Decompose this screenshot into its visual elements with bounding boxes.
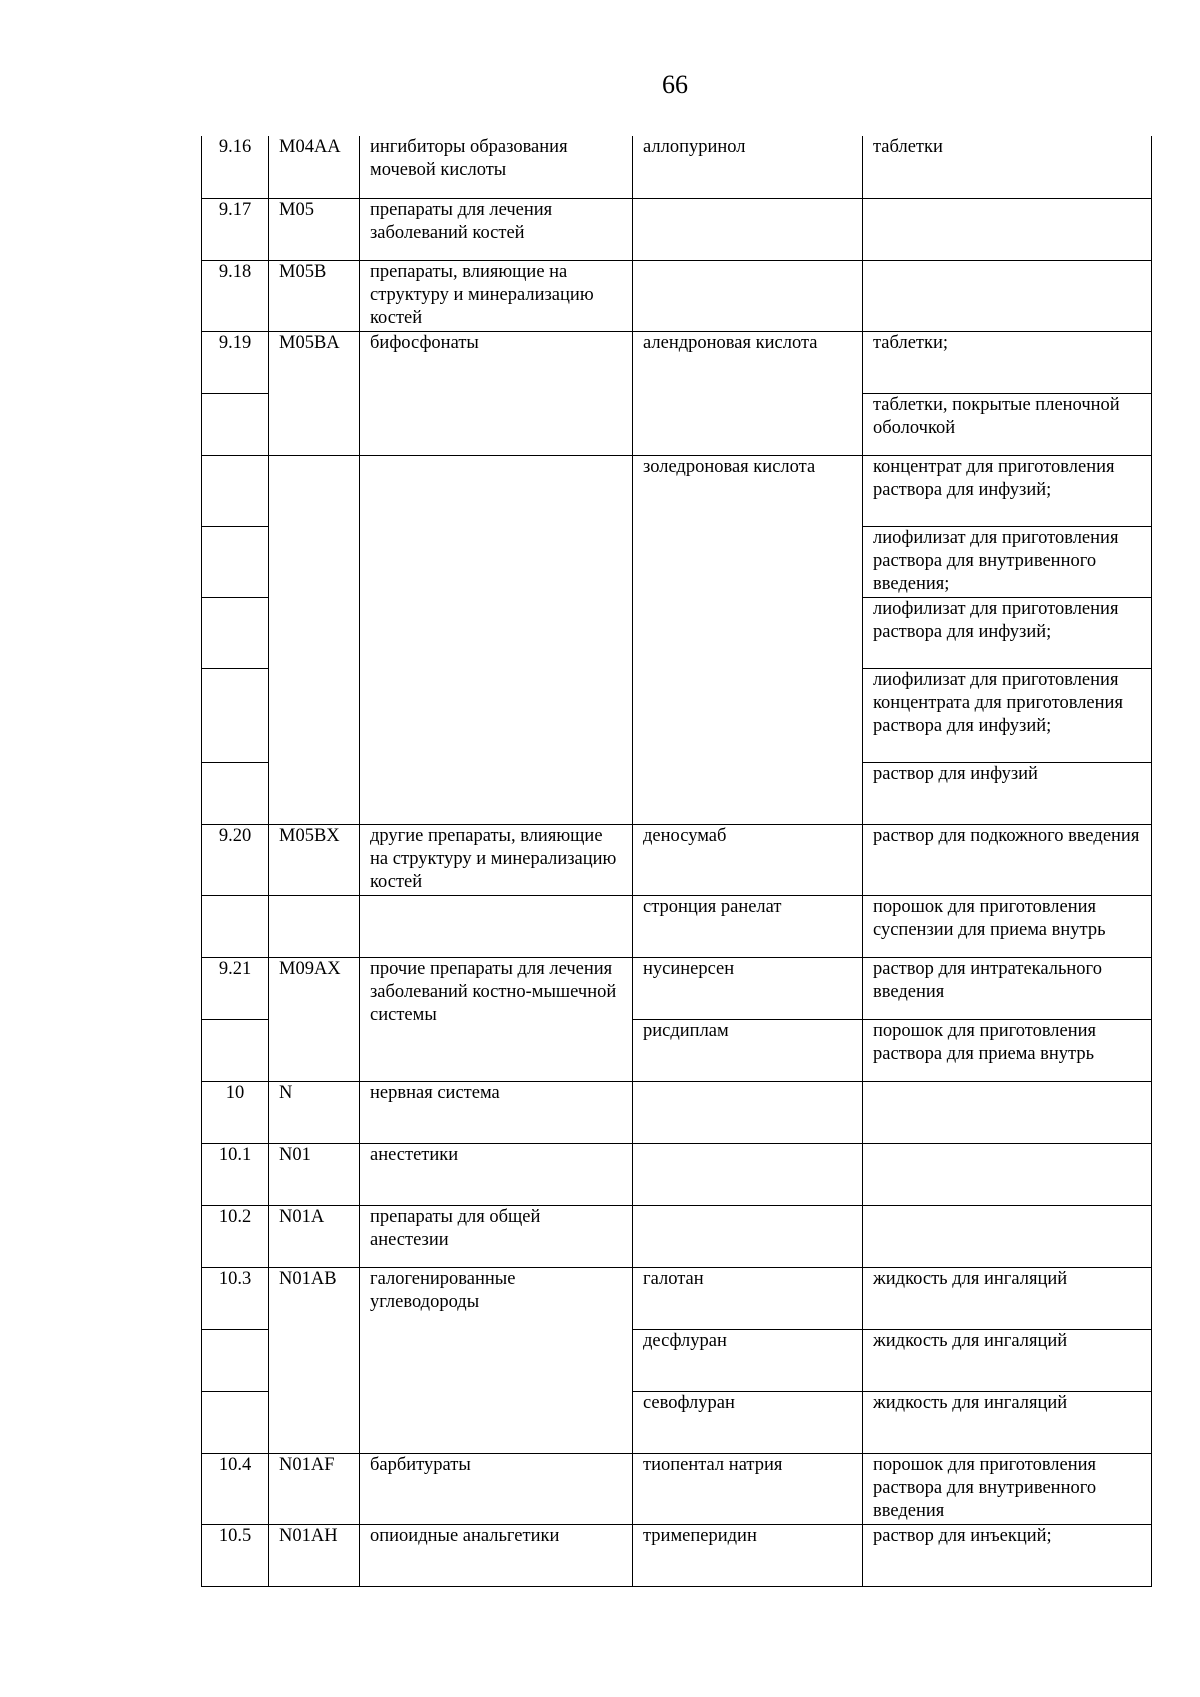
row-number <box>202 668 269 762</box>
row-number <box>202 455 269 526</box>
row-number <box>202 526 269 597</box>
dosage-form: лиофилизат для приготовления раствора для внутривенного введения; <box>863 526 1152 597</box>
drug-name: рисдиплам <box>633 1019 863 1081</box>
dosage-form: таблетки; <box>863 331 1152 393</box>
group-name: галогенированные углеводороды <box>360 1267 633 1453</box>
group-name: опиоидные анальгетики <box>360 1524 633 1586</box>
dosage-form <box>863 1081 1152 1143</box>
group-name <box>360 895 633 957</box>
atc-code: N01A <box>269 1205 360 1267</box>
drug-name: стронция ранелат <box>633 895 863 957</box>
row-number: 10 <box>202 1081 269 1143</box>
dosage-form: раствор для интратекального введения <box>863 957 1152 1019</box>
group-name <box>360 455 633 824</box>
drug-name: галотан <box>633 1267 863 1329</box>
table-row <box>202 1524 1152 1586</box>
dosage-form: таблетки <box>863 136 1152 198</box>
row-number <box>202 1391 269 1453</box>
drug-name <box>633 1143 863 1205</box>
dosage-form: порошок для приготовления раствора для внутривенного введения <box>863 1453 1152 1524</box>
row-number: 10.3 <box>202 1267 269 1329</box>
dosage-form: порошок для приготовления раствора для приема внутрь <box>863 1019 1152 1081</box>
dosage-form <box>863 1143 1152 1205</box>
row-number: 10.5 <box>202 1524 269 1586</box>
atc-code: M09AX <box>269 957 360 1081</box>
atc-code: M05B <box>269 260 360 331</box>
atc-code <box>269 895 360 957</box>
row-number: 9.18 <box>202 260 269 331</box>
dosage-form: жидкость для ингаляций <box>863 1329 1152 1391</box>
drug-name: нусинерсен <box>633 957 863 1019</box>
group-name: бифосфонаты <box>360 331 633 455</box>
group-name: препараты, влияющие на структуру и минерализацию костей <box>360 260 633 331</box>
group-name: прочие препараты для лечения заболеваний костно-мышечной системы <box>360 957 633 1081</box>
table-row <box>202 1267 1152 1329</box>
atc-code: N01 <box>269 1143 360 1205</box>
table-row <box>202 260 1152 331</box>
dosage-form: порошок для приготовления суспензии для приема внутрь <box>863 895 1152 957</box>
table-row <box>202 331 1152 393</box>
drug-name: деносумаб <box>633 824 863 895</box>
dosage-form: раствор для инфузий <box>863 762 1152 824</box>
table-row <box>202 957 1152 1019</box>
dosage-form: жидкость для ингаляций <box>863 1391 1152 1453</box>
table-row <box>202 1143 1152 1205</box>
atc-code: N01AF <box>269 1453 360 1524</box>
atc-code: M05BX <box>269 824 360 895</box>
dosage-form <box>863 260 1152 331</box>
drug-name: десфлуран <box>633 1329 863 1391</box>
drug-table <box>201 136 1152 1587</box>
atc-code: M05 <box>269 198 360 260</box>
group-name: препараты для общей анестезии <box>360 1205 633 1267</box>
row-number: 9.20 <box>202 824 269 895</box>
table-row <box>202 824 1152 895</box>
drug-name: аллопуринол <box>633 136 863 198</box>
row-number: 10.4 <box>202 1453 269 1524</box>
drug-name: тримеперидин <box>633 1524 863 1586</box>
table-row <box>202 1205 1152 1267</box>
row-number <box>202 393 269 455</box>
group-name: ингибиторы образования мочевой кислоты <box>360 136 633 198</box>
row-number <box>202 597 269 668</box>
table-row <box>202 1453 1152 1524</box>
table-row <box>202 455 1152 526</box>
drug-name: тиопентал натрия <box>633 1453 863 1524</box>
dosage-form: раствор для подкожного введения <box>863 824 1152 895</box>
drug-name: севофлуран <box>633 1391 863 1453</box>
group-name: нервная система <box>360 1081 633 1143</box>
dosage-form <box>863 198 1152 260</box>
atc-code: M05BA <box>269 331 360 455</box>
drug-name <box>633 260 863 331</box>
row-number: 10.2 <box>202 1205 269 1267</box>
table-row <box>202 136 1152 198</box>
row-number: 9.19 <box>202 331 269 393</box>
dosage-form <box>863 1205 1152 1267</box>
page-number: 66 <box>662 70 688 99</box>
drug-name <box>633 1081 863 1143</box>
atc-code <box>269 455 360 824</box>
atc-code: M04AA <box>269 136 360 198</box>
dosage-form: жидкость для ингаляций <box>863 1267 1152 1329</box>
row-number: 9.16 <box>202 136 269 198</box>
drug-name: золедроновая кислота <box>633 455 863 824</box>
atc-code: N01AB <box>269 1267 360 1453</box>
dosage-form: таблетки, покрытые пленочной оболочкой <box>863 393 1152 455</box>
group-name: анестетики <box>360 1143 633 1205</box>
group-name: препараты для лечения заболеваний костей <box>360 198 633 260</box>
dosage-form: лиофилизат для приготовления концентрата для приготовления раствора для инфузий; <box>863 668 1152 762</box>
row-number <box>202 895 269 957</box>
row-number: 10.1 <box>202 1143 269 1205</box>
atc-code: N01AH <box>269 1524 360 1586</box>
table-row <box>202 1081 1152 1143</box>
row-number: 9.17 <box>202 198 269 260</box>
table-row <box>202 198 1152 260</box>
drug-name: алендроновая кислота <box>633 331 863 455</box>
drug-name <box>633 1205 863 1267</box>
drug-name <box>633 198 863 260</box>
dosage-form: концентрат для приготовления раствора для инфузий; <box>863 455 1152 526</box>
table-row <box>202 895 1152 957</box>
dosage-form: раствор для инъекций; <box>863 1524 1152 1586</box>
row-number <box>202 1019 269 1081</box>
group-name: барбитураты <box>360 1453 633 1524</box>
row-number <box>202 1329 269 1391</box>
row-number: 9.21 <box>202 957 269 1019</box>
atc-code: N <box>269 1081 360 1143</box>
row-number <box>202 762 269 824</box>
group-name: другие препараты, влияющие на структуру и минерализацию костей <box>360 824 633 895</box>
dosage-form: лиофилизат для приготовления раствора для инфузий; <box>863 597 1152 668</box>
